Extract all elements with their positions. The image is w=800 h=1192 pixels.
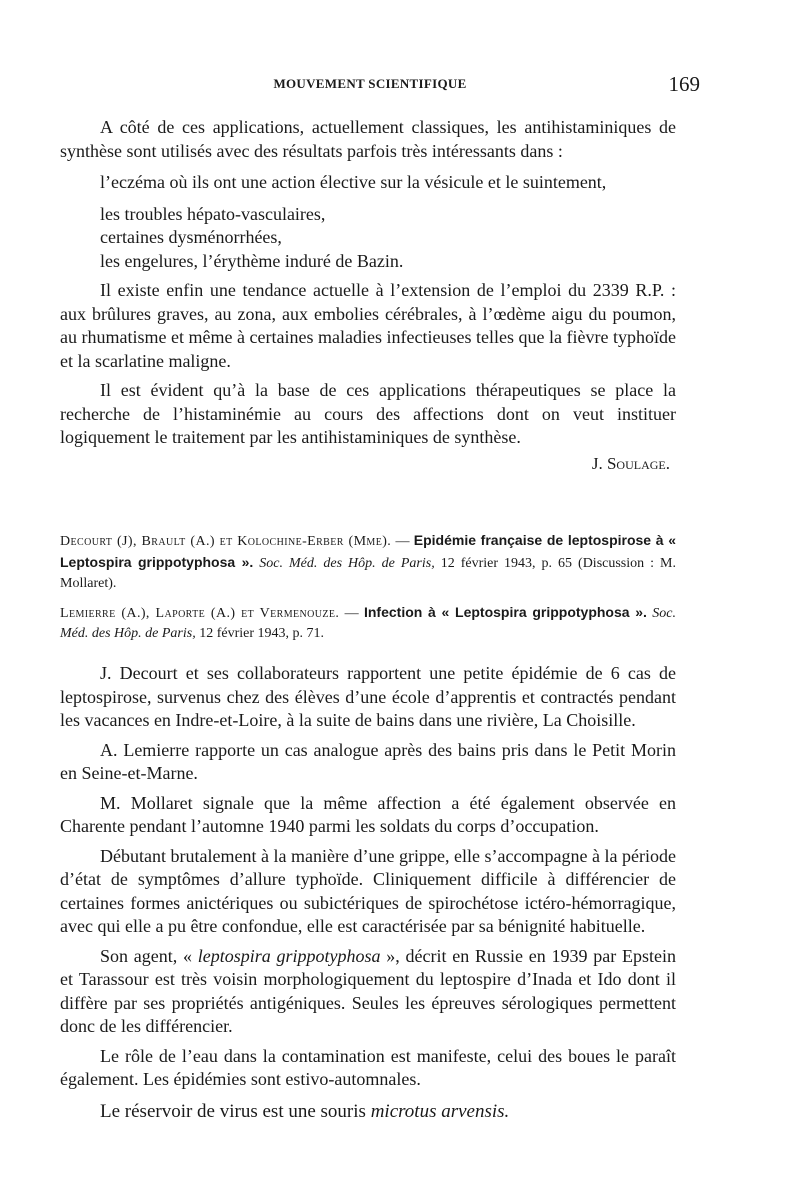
- reference-entry: [60, 530, 676, 594]
- reference-date: 12 février 1943, p. 65 (Discussion : M. Mollaret).: [60, 556, 676, 591]
- reference-authors: Decourt (J), Brault (A.) et Kolochine-Erber (Mme).: [60, 534, 392, 549]
- reference-title: Epidémie française de leptospirose à « Leptospira grippotyphosa ».: [60, 532, 676, 570]
- bibliographic-reference-1: [60, 530, 676, 594]
- paragraph: A côté de ces applications, actuellement classiques, les antihistaminiques de synthèse sont utilisés avec des résultats parfois très intéressants dans :: [60, 117, 676, 161]
- reference-source: Soc. Méd. des Hôp. de Paris,: [259, 556, 435, 571]
- paragraph: Il est évident qu’à la base de ces applications thérapeutiques se place la recherche de l’histaminémie au cours des affections dont on veut instituer logiquement le traitement par les antihistaminiques de synthèse.: [60, 380, 676, 447]
- paragraph: Le rôle de l’eau dans la contamination est manifeste, celui des boues le paraît également. Les épidémies sont estivo-automnales.: [60, 1045, 676, 1089]
- paragraph: A. Lemierre rapporte un cas analogue après des bains pris dans le Petit Morin en Seine-et-Marne.: [60, 739, 676, 783]
- reference-dash: —: [339, 606, 364, 621]
- reference-date: 12 février 1943, p. 71.: [195, 626, 325, 641]
- species-name: microtus arvensis.: [370, 1100, 510, 1122]
- bibliographic-reference-2: [60, 602, 676, 644]
- paragraph: M. Mollaret signale que la même affection a été également observée en Charente pendant l’automne 1940 parmi les soldats du corps d’occupation.: [60, 792, 676, 836]
- species-name: leptospira grippotyphosa: [197, 945, 381, 966]
- author-signature: [60, 454, 676, 474]
- paragraph: l’eczéma où ils ont une action élective sur la vésicule et le suintement,: [100, 172, 607, 192]
- reference-entry: [60, 602, 676, 644]
- list-item: certaines dysménorrhées,: [100, 227, 282, 247]
- text-run: Son agent, «: [100, 945, 198, 966]
- review-text: [60, 662, 676, 1123]
- reference-source: Soc. Méd. des Hôp. de Paris,: [60, 606, 676, 641]
- paragraph: J. Decourt et ses collaborateurs rapportent une petite épidémie de 6 cas de leptospirose, survenus chez des élèves d’une école d’apprentis et contractés pendant les vacances en Indre-et-Loire, à la suite de bains dans une rivière, La Choisille.: [60, 663, 676, 730]
- paragraph: Débutant brutalement à la manière d’une grippe, elle s’accompagne à la période d’état de symptômes d’allure typhoïde. Cliniquement difficile à différencier de certaines formes anictériques ou subictériques de spirochétose ictéro-hémorragique, avec qui elle a pu être confondue, elle est caractérisée par sa bénignité habituelle.: [60, 845, 676, 936]
- paragraph: [60, 1100, 676, 1124]
- reference-authors: Lemierre (A.), Laporte (A.) et Vermenouze.: [60, 606, 340, 621]
- reference-title: Infection à « Leptospira grippotyphosa ».: [363, 604, 647, 620]
- article-continuation: [60, 116, 676, 474]
- page-number: 169: [668, 72, 700, 96]
- signature-text: J. Soulage.: [591, 453, 670, 473]
- text-run: Le réservoir de virus est une souris: [100, 1100, 371, 1122]
- paragraph: [60, 945, 676, 1039]
- paragraph: Il existe enfin une tendance actuelle à l’extension de l’emploi du 2339 R.P. : aux brûlures graves, au zona, aux embolies cérébrales, à l’œdème aigu du poumon, au rhumatisme et même à certaines maladies infectieuses telles que la fièvre typhoïde et la scarlatine maligne.: [60, 280, 676, 371]
- list-item: les troubles hépato-vasculaires,: [100, 203, 326, 224]
- list-item: les engelures, l’érythème induré de Bazin.: [100, 250, 404, 271]
- running-header: MOUVEMENT SCIENTIFIQUE: [273, 76, 467, 91]
- text-run: », décrit en Russie en 1939 par Epstein et Tarassour est très voisin morphologiquement du leptospire d’Inada et Ido dont il diffère par ses propriétés antigéniques. Seules les épreuves sérologiques permettent donc de les différencier.: [60, 945, 676, 1036]
- reference-dash: —: [391, 534, 414, 549]
